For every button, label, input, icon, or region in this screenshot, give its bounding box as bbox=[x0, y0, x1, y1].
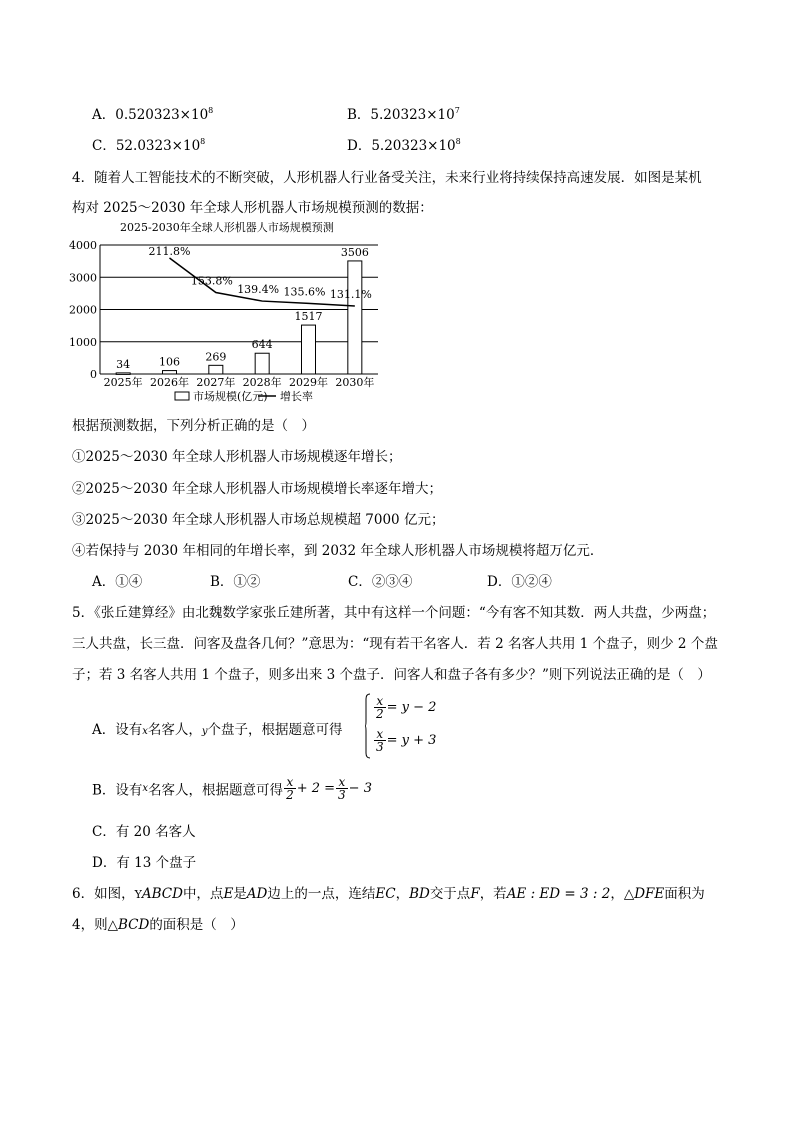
brace-icon bbox=[365, 693, 371, 759]
bar-value-label: 269 bbox=[205, 350, 227, 364]
q4-statement-4: ④若保持与 2030 年相同的年增长率，到 2032 年全球人形机器人市场规模将超万亿元． bbox=[72, 543, 604, 559]
y-tick-label: 2000 bbox=[69, 303, 97, 317]
equation-1: $\frac{x}{2}$ = y − 2 bbox=[376, 694, 437, 721]
q4-option-c: C．②③④ bbox=[348, 574, 413, 590]
q4-question: 根据预测数据，下列分析正确的是（ ） bbox=[72, 418, 315, 434]
q3-option-d: D．$5.20323\times 10^8$ bbox=[347, 137, 461, 154]
market-size-chart bbox=[69, 218, 380, 404]
y-tick-label: 3000 bbox=[69, 271, 97, 285]
q4-option-b: B．①② bbox=[210, 574, 261, 590]
bar-value-label: 1517 bbox=[294, 310, 323, 324]
bar bbox=[348, 261, 362, 374]
q3-option-b: B．$5.20323\times 10^7$ bbox=[347, 106, 460, 123]
bar-value-label: 644 bbox=[251, 338, 273, 352]
x-tick-label: 2028年 bbox=[242, 376, 282, 389]
q5-option-c: C．有 20 名客人 bbox=[92, 824, 196, 840]
bar bbox=[302, 325, 316, 374]
growth-rate-label: 131.1% bbox=[329, 288, 372, 301]
q4-option-d: D．①②④ bbox=[487, 574, 552, 590]
q4-statement-3: ③2025～2030 年全球人形机器人市场总规模超 7000 亿元； bbox=[72, 512, 445, 528]
q5-option-a: A．设有x名客人，y个盘子，根据题意可得 bbox=[92, 722, 343, 738]
q5-line1: 5．《张丘建算经》由北魏数学家张丘建所著，其中有这样一个问题：“今有客不知其数．两人共盘，少两盘； bbox=[72, 605, 716, 621]
q5-line3: 子；若 3 名客人共用 1 个盘子，则多出来 3 个盘子．问客人和盘子各有多少？”则下列说法正确的是（ ） bbox=[72, 667, 711, 683]
q4-statement-1: ①2025～2030 年全球人形机器人市场规模逐年增长； bbox=[72, 449, 402, 465]
q6-line1: 6．如图，YABCD中，点E是AD边上的一点，连结EC，BD交于点F，若AE : ED = 3 : 2，△DFE面积为 bbox=[72, 886, 705, 902]
q3-option-c: C．$52.0323\times 10^8$ bbox=[92, 137, 206, 154]
chart-title: 2025-2030年全球人形机器人市场规模预测 bbox=[120, 221, 334, 234]
equation-system bbox=[365, 693, 445, 759]
q3-option-a: A．$0.520323\times 10^8$ bbox=[92, 106, 214, 123]
x-tick-label: 2029年 bbox=[289, 376, 328, 389]
q4-option-a: A．①④ bbox=[92, 574, 143, 590]
q5-line2: 三人共盘，长三盘．问客及盘各几何？”意思为：“现有若干名客人．若 2 名客人共用 1 个盘子，则少 2 个盘 bbox=[72, 636, 718, 652]
growth-rate-label: 153.8% bbox=[190, 274, 233, 288]
growth-rate-label: 211.8% bbox=[148, 245, 191, 258]
bar bbox=[209, 365, 223, 374]
x-tick-label: 2030年 bbox=[335, 376, 375, 389]
bar-value-label: 34 bbox=[116, 357, 131, 371]
q6-line2: 4，则△BCD的面积是（ ） bbox=[72, 917, 244, 933]
q4-statement-2: ②2025～2030 年全球人形机器人市场规模增长率逐年增大； bbox=[72, 481, 443, 497]
q5-option-d: D．有 13 个盘子 bbox=[92, 855, 197, 871]
bar bbox=[116, 373, 130, 375]
equation-2: $\frac{x}{3}$ = y + 3 bbox=[376, 727, 437, 754]
bar bbox=[255, 353, 269, 374]
y-tick-label: 0 bbox=[90, 368, 97, 381]
bar bbox=[163, 371, 177, 374]
y-tick-label: 4000 bbox=[69, 239, 97, 252]
q5-option-b: B．设有x名客人，根据题意可得 $\frac{x}{2}$ + 2 = $\frac{x}{3}$ − 3 bbox=[92, 775, 372, 802]
growth-rate-label: 139.4% bbox=[237, 283, 280, 297]
y-tick-label: 1000 bbox=[69, 335, 97, 349]
x-tick-label: 2026年 bbox=[150, 376, 189, 389]
legend-bar-label: 市场规模(亿元) bbox=[193, 390, 268, 403]
q4-line1: 4．随着人工智能技术的不断突破，人形机器人行业备受关注，未来行业将持续保持高速发展．如图是某机 bbox=[72, 170, 702, 186]
x-tick-label: 2025年 bbox=[103, 376, 143, 389]
bar-value-label: 106 bbox=[159, 355, 180, 369]
legend-line-label: 增长率 bbox=[280, 390, 313, 403]
bar-value-label: 3506 bbox=[340, 245, 369, 259]
growth-rate-label: 135.6% bbox=[283, 285, 326, 299]
x-tick-label: 2027年 bbox=[196, 376, 236, 389]
legend-bar-swatch bbox=[175, 392, 189, 400]
q4-line2: 构对 2025～2030 年全球人形机器人市场规模预测的数据： bbox=[72, 200, 433, 216]
